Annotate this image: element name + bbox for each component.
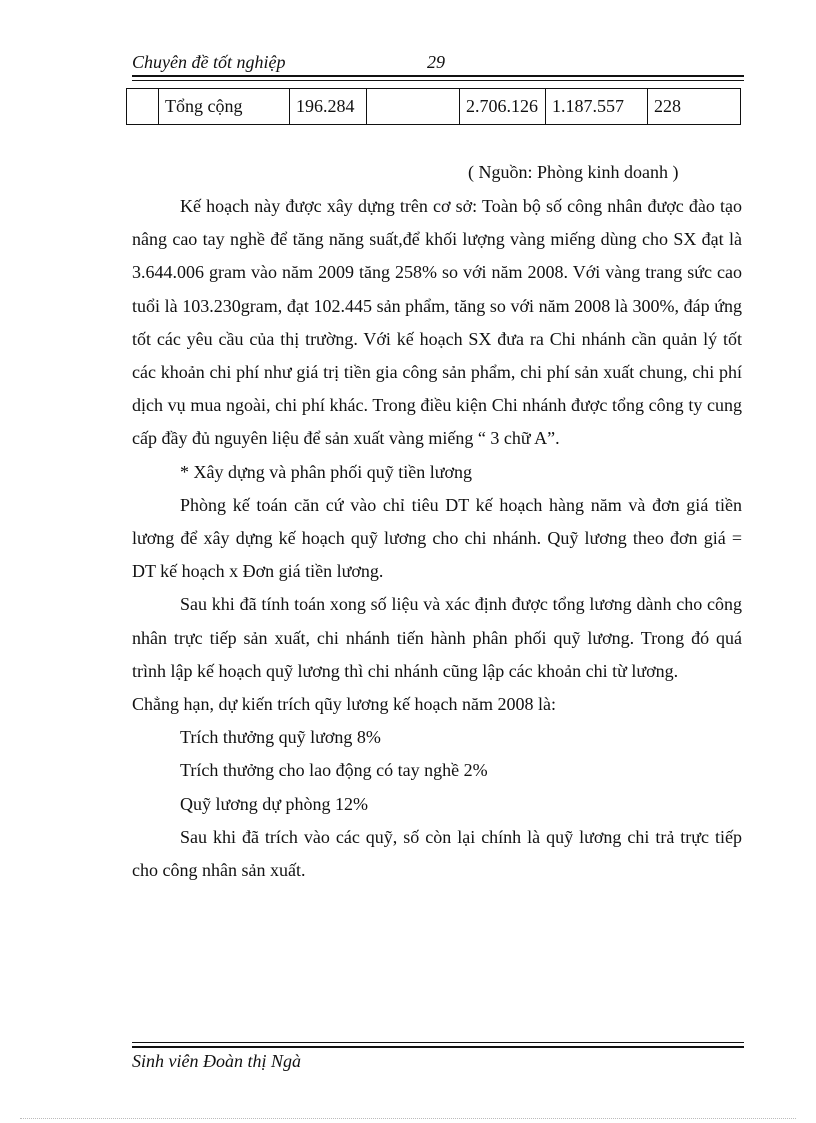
list-item-bonus-fund: Trích thưởng quỹ lương 8% [180, 727, 381, 748]
table-row-total [127, 89, 741, 125]
table-cell-blank [127, 89, 159, 125]
table-cell-value-1: 196.284 [290, 89, 367, 125]
paragraph-distribution: Sau khi đã tính toán xong số liệu và xác định được tổng lương dành cho công nhân trực tiếp sản xuất, chi nhánh tiến hành phân phối quỹ lương. Trong đó quá trình lập kế hoạch quỹ lương thì chi nhánh cũng lập các khoản chi từ lương. [132, 594, 742, 681]
paragraph-accounting: Phòng kế toán căn cứ vào chỉ tiêu DT kế hoạch hàng năm và đơn giá tiền lương để xây dựng kế hoạch quỹ lương cho chi nhánh. Quỹ lương theo đơn giá = DT kế hoạch x Đơn giá tiền lương. [132, 494, 742, 582]
paragraph-example: Chẳng hạn, dự kiến trích qũy lương kế hoạch năm 2008 là: [132, 694, 556, 715]
list-item-skill-bonus: Trích thưởng cho lao động có tay nghề 2% [180, 760, 488, 781]
table-cell-label: Tổng cộng [159, 89, 290, 125]
table-cell-value-5: 228 [648, 89, 741, 125]
body-text [132, 190, 742, 887]
source-note: ( Nguồn: Phòng kinh doanh ) [468, 162, 679, 182]
footer-author: Sinh viên Đoàn thị Ngà [132, 1051, 301, 1071]
paragraph-plan-basis: Kế hoạch này được xây dựng trên cơ sở: Toàn bộ số công nhân được đào tạo nâng cao tay nghề để tăng năng suất,để khối lượng vàng miếng dùng cho SX đạt là 3.644.006 gram vào năm 2009 tăng 258% so với năm 2008. Với vàng trang sức cao tuổi là 103.230gram, đạt 102.445 sản phẩm, tăng so với năm 2008 là 300%, đáp ứng tốt các yêu cầu của thị trường. Với kế hoạch SX đưa ra Chi nhánh cần quản lý tốt các khoản chi phí như giá trị tiền gia công sản phẩm, chi phí sản xuất chung, chi phí dịch vụ mua ngoài, chi phí khác. Trong điều kiện Chi nhánh được tổng công ty cung cấp đầy đủ nguyên liệu để sản xuất vàng miếng “ 3 chữ A”. [132, 196, 742, 449]
section-heading-salary-fund: * Xây dựng và phân phối quỹ tiền lương [180, 461, 472, 482]
document-title: Chuyên đề tốt nghiệp [132, 52, 286, 72]
header-rule-thick [132, 75, 744, 77]
paragraph-remaining: Sau khi đã trích vào các quỹ, số còn lại chính là quỹ lương chi trả trực tiếp cho công nhân sản xuất. [132, 826, 742, 881]
footer-rule-thick [132, 1046, 744, 1048]
table-cell-value-2 [367, 89, 460, 125]
table-cell-value-3: 2.706.126 [460, 89, 546, 125]
footer-rule-thin [132, 1042, 744, 1043]
header-rule-thin [132, 80, 744, 81]
page-number: 29 [427, 52, 445, 72]
summary-table [126, 88, 741, 125]
table-cell-value-4: 1.187.557 [546, 89, 648, 125]
page-bottom-border [20, 1118, 796, 1119]
list-item-reserve-fund: Quỹ lương dự phòng 12% [180, 793, 369, 814]
